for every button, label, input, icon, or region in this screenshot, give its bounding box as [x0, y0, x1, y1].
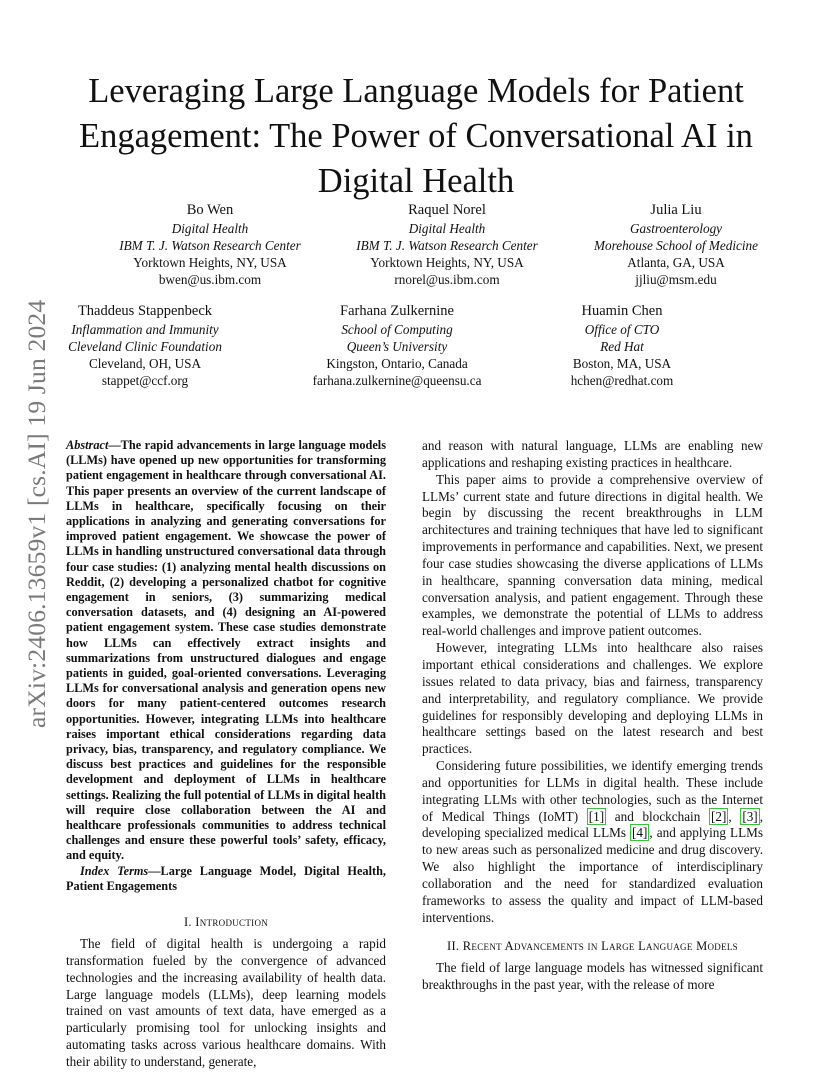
- author-name: Raquel Norel: [408, 202, 486, 218]
- author-location: Atlanta, GA, USA: [627, 255, 725, 270]
- author-org: Cleveland Clinic Foundation: [68, 339, 222, 354]
- author-email[interactable]: jjliu@msm.edu: [635, 272, 717, 287]
- index-terms-label: Index Terms: [80, 863, 149, 878]
- author-name: Farhana Zulkernine: [340, 303, 454, 319]
- text-run: and blockchain: [606, 808, 709, 824]
- author-location: Yorktown Heights, NY, USA: [370, 255, 524, 270]
- citation-link[interactable]: [1]: [588, 808, 605, 824]
- author-dept: School of Computing: [341, 322, 453, 337]
- paragraph: However, integrating LLMs into healthcare also raises important ethical considerations and challenges. We explore issues related to data privacy, bias and fairness, transparency and interpretability, and regulatory compliance. We provide guidelines for responsibly developing and deploying LLMs in healthcare settings based on the latest research and best practices.: [422, 640, 763, 757]
- text-run: , developing specialized medical LLMs: [422, 808, 763, 841]
- author-org: IBM T. J. Watson Research Center: [356, 238, 538, 253]
- section-number: II.: [447, 939, 463, 954]
- author-block-5: [272, 302, 522, 389]
- text-run: , and applying LLMs to new areas such as personalized medicine and drug discovery. We also highlight the importance of interdisciplinary collaboration and the need for standardized evaluation frameworks to assess the quality and impact of LLM-based interventions.: [422, 825, 763, 925]
- text-run: Considering future possibilities, we identify emerging trends and opportunities for LLMs in digital health. These include integrating LLMs with other technologies, such as the Internet of Medical Things (IoMT): [422, 758, 763, 824]
- author-dept: Digital Health: [408, 221, 486, 236]
- abstract-text: —The rapid advancements in large language models (LLMs) have opened up new opportunities for transforming patient engagement in healthcare through conversational AI. This paper presents an overview of the current landscape of LLMs in healthcare, specifically focusing on their applications in analyzing and generating conversations for improved patient engagement. We showcase the power of LLMs in handling unstructured conversational data through four case studies: (1) analyzing mental health discussions on Reddit, (2) developing a personalized chatbot for cognitive engagement in seniors, (3) summarizing medical conversation datasets, and (4) designing an AI-powered patient engagement system. These case studies demonstrate how LLMs can effectively extract insights and summarizations from unstructured dialogues and engage patients in guided, goal-oriented conversations. Leveraging LLMs for conversational analysis and generation opens new doors for many patient-centered outcomes research opportunities. However, integrating LLMs into healthcare raises important ethical considerations regarding data privacy, bias, transparency, and regulatory compliance. We discuss best practices and guidelines for the responsible development and deployment of LLMs in healthcare settings. Realizing the full potential of LLMs in digital health will require close collaboration between the AI and healthcare professionals communities to address technical challenges and ensure these powerful tools’ safety, efficacy, and equity.: [66, 438, 386, 863]
- paper-title: Leveraging Large Language Models for Patient Engagement: The Power of Conversational AI in Digital Health: [79, 72, 753, 200]
- author-block-2: [322, 201, 572, 288]
- author-email[interactable]: rnorel@us.ibm.com: [394, 272, 500, 287]
- author-name: Julia Liu: [650, 202, 702, 218]
- author-name: Thaddeus Stappenbeck: [77, 303, 213, 319]
- right-column: [422, 438, 763, 994]
- abstract-label: Abstract: [66, 438, 109, 452]
- section-title: Recent Advancements in Large Language Models: [462, 939, 738, 954]
- author-block-4: [20, 302, 270, 389]
- index-terms-text: —Large Language Model, Digital Health, Patient Engagements: [66, 863, 386, 893]
- paragraph: This paper aims to provide a comprehensive overview of LLMs’ current state and future directions in digital health. We begin by discussing the recent breakthroughs in LLM architectures and training techniques that have led to significant improvements in performance and capabilities. Next, we present four case studies showcasing the diverse applications of LLMs in healthcare, spanning conversation data mining, medical conversation analysis, and patient engagement. Through these examples, we demonstrate the potential of LLMs to address real-world challenges and improve patient outcomes.: [422, 471, 763, 639]
- paragraph: The field of digital health is undergoing a rapid transformation fueled by the convergence of advanced technologies and the increasing availability of health data. Large language models (LLMs), deep learning models trained on vast amounts of text data, have emerged as a particularly promising tool for unlocking insights and automating tasks across various healthcare domains. With their ability to understand, generate,: [66, 936, 386, 1069]
- paragraph: and reason with natural language, LLMs are enabling new applications and reshaping existing practices in healthcare.: [422, 438, 763, 470]
- author-location: Cleveland, OH, USA: [88, 356, 202, 371]
- author-name: Bo Wen: [186, 202, 234, 218]
- author-org: Queen’s University: [346, 339, 448, 354]
- author-location: Kingston, Ontario, Canada: [326, 356, 468, 371]
- author-block-3: [551, 201, 801, 288]
- author-block-1: [85, 201, 335, 288]
- author-email[interactable]: farhana.zulkernine@queensu.ca: [312, 373, 482, 388]
- author-dept: Office of CTO: [584, 322, 660, 337]
- text-run: ,: [728, 808, 741, 824]
- author-location: Boston, MA, USA: [572, 356, 672, 371]
- author-location: Yorktown Heights, NY, USA: [133, 255, 287, 270]
- author-name: Huamin Chen: [581, 303, 663, 319]
- section-heading-recent-advancements: [422, 938, 763, 954]
- citation-link[interactable]: [4]: [632, 825, 648, 841]
- index-terms: [66, 864, 386, 894]
- arxiv-identifier: arXiv:2406.13659v1 [cs.AI] 19 Jun 2024: [22, 299, 51, 728]
- author-org: Morehouse School of Medicine: [594, 238, 758, 253]
- citation-link[interactable]: [3]: [742, 808, 758, 824]
- author-email[interactable]: bwen@us.ibm.com: [158, 272, 262, 287]
- section-number: I.: [183, 915, 196, 930]
- author-org: IBM T. J. Watson Research Center: [119, 238, 301, 253]
- section-heading-introduction: [66, 914, 386, 930]
- author-email[interactable]: hchen@redhat.com: [570, 373, 674, 388]
- abstract: [66, 438, 386, 864]
- author-email[interactable]: stappet@ccf.org: [101, 373, 189, 388]
- author-block-6: [497, 302, 747, 389]
- section-title: Introduction: [195, 915, 269, 930]
- left-column: [66, 438, 386, 1071]
- paragraph: The field of large language models has witnessed significant breakthroughs in the past year, with the release of more: [422, 960, 763, 993]
- citation-link[interactable]: [2]: [710, 808, 727, 824]
- paragraph: [422, 758, 763, 926]
- author-dept: Digital Health: [171, 221, 249, 236]
- author-dept: Inflammation and Immunity: [71, 322, 219, 337]
- author-dept: Gastroenterology: [629, 221, 723, 236]
- author-org: Red Hat: [600, 339, 644, 354]
